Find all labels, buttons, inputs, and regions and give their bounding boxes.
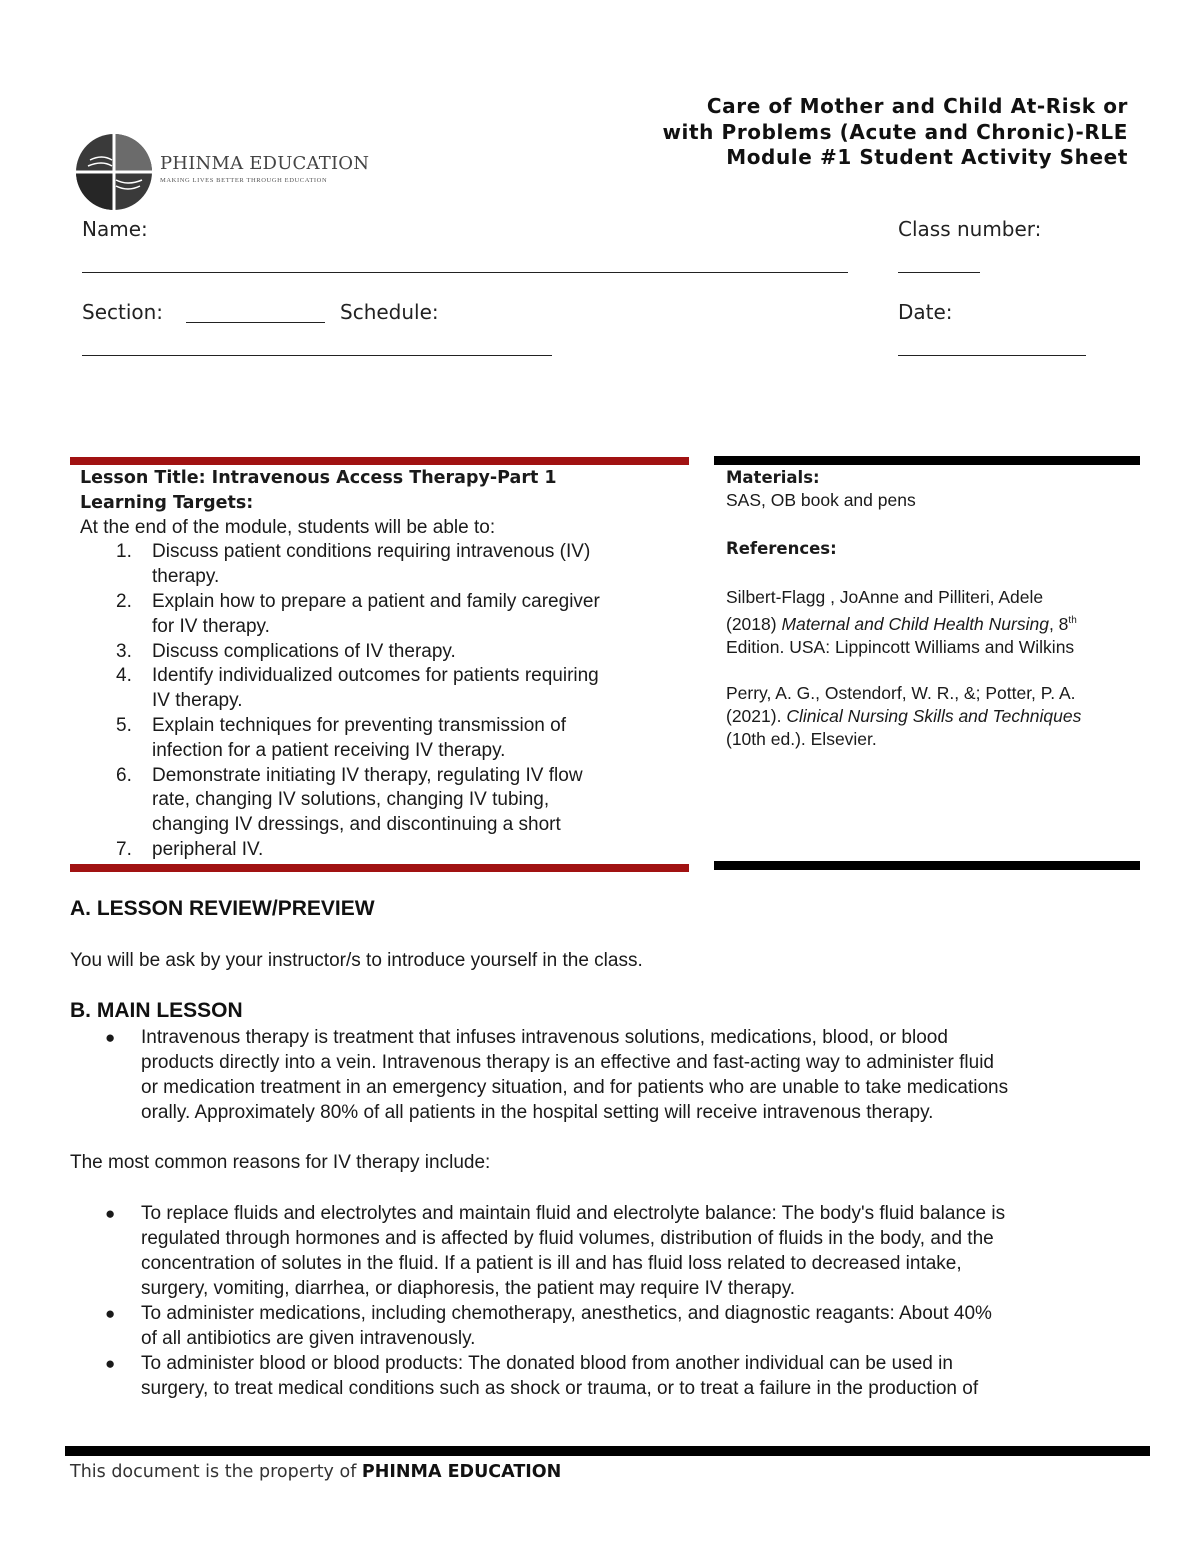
list-item: 6. Demonstrate initiating IV therapy, regulating IV flow rate, changing IV solutions, changing IV tubing, changing IV dressings, and discontinuing a short [116, 764, 583, 836]
lesson-box [80, 466, 680, 863]
schedule-field[interactable] [82, 355, 552, 356]
learning-targets-list [80, 540, 680, 862]
list-item: 5. Explain techniques for preventing transmission of infection for a patient receiving IV therapy. [116, 714, 567, 761]
materials-text: SAS, OB book and pens [726, 490, 916, 510]
list-item: 1. Discuss patient conditions requiring intravenous (IV) therapy. [116, 541, 591, 588]
footer-note: This document is the property of PHINMA EDUCATION [70, 1462, 562, 1482]
section-field[interactable] [186, 322, 325, 323]
footer-divider [65, 1446, 1150, 1456]
section-a-text: You will be ask by your instructor/s to introduce yourself in the class. [70, 950, 643, 971]
name-label: Name: [82, 217, 148, 241]
date-field[interactable] [898, 355, 1086, 356]
list-item: 2. Explain how to prepare a patient and family caregiver for IV therapy. [116, 590, 600, 637]
section-label: Section: [82, 300, 164, 324]
list-item: ● To administer blood or blood products: The donated blood from another individual can be used in surgery, to treat medical conditions such as shock or trauma, or to treat a failure in the production of [105, 1353, 979, 1399]
list-item: 4. Identify individualized outcomes for patients requiring IV therapy. [116, 665, 599, 712]
title-line: with Problems (Acute and Chronic)-RLE [662, 119, 1128, 144]
materials-heading: Materials: [726, 468, 820, 487]
reasons-list [70, 1201, 1160, 1401]
materials-box-top-border [714, 456, 1140, 465]
class-number-label: Class number: [898, 217, 1042, 241]
document-title [662, 94, 1128, 171]
materials-box [726, 466, 1146, 751]
list-item: ● To administer medications, including chemotherapy, anesthetics, and diagnostic reagants: About 40% of all antibiotics are given intravenously. [105, 1303, 992, 1349]
name-field[interactable] [82, 272, 848, 273]
footer-brand: PHINMA EDUCATION [361, 1462, 562, 1482]
class-number-field[interactable] [898, 272, 980, 273]
list-item: 3. Discuss complications of IV therapy. [116, 640, 456, 662]
lesson-title: Lesson Title: Intravenous Access Therapy-Part 1 [80, 468, 557, 488]
date-label: Date: [898, 300, 953, 324]
title-line: Care of Mother and Child At-Risk or [706, 94, 1128, 118]
reasons-lead: The most common reasons for IV therapy include: [70, 1152, 491, 1173]
learning-targets-heading: Learning Targets: [80, 492, 254, 513]
logo-wordmark: PHINMA EDUCATION [160, 153, 370, 174]
section-a-heading: A. LESSON REVIEW/PREVIEW [70, 897, 375, 920]
list-item: ● Intravenous therapy is treatment that infuses intravenous solutions, medications, blood, or blood products directly into a vein. Intravenous therapy is an effective and fast-acting way to administer fluid or medication treatment in an emergency situation, and for patients who are unable to take medications orally. Approximately 80% of all patients in the hospital setting will receive intravenous therapy. [105, 1027, 1009, 1123]
section-b-heading: B. MAIN LESSON [70, 999, 243, 1022]
references-heading: References: [726, 539, 837, 558]
lesson-box-top-border [70, 457, 689, 465]
reference-2: Perry, A. G., Ostendorf, W. R., &; Potter, P. A. (2021). Clinical Nursing Skills and Techniques (10th ed.). Elsevier. [726, 682, 1082, 749]
schedule-label: Schedule: [340, 300, 439, 324]
list-item: ● To replace fluids and electrolytes and maintain fluid and electrolyte balance: The body's fluid balance is regulated through hormones and is affected by fluid volumes, distribution of fluids in the body, and the concentration of solutes in the fluid. If a patient is ill and has fluid loss related to decreased intake, surgery, vomiting, diarrhea, or diaphoresis, the patient may require IV therapy. [105, 1203, 1006, 1299]
materials-box-bottom-border [714, 861, 1140, 870]
logo-tagline: MAKING LIVES BETTER THROUGH EDUCATION [160, 177, 328, 184]
targets-intro: At the end of the module, students will be able to: [80, 516, 496, 538]
lesson-box-bottom-border [70, 864, 689, 872]
title-line: Module #1 Student Activity Sheet [726, 145, 1128, 169]
reference-1: Silbert-Flagg , JoAnne and Pilliteri, Adele (2018) Maternal and Child Health Nursing, 8th Edition. USA: Lippincott Williams and Wilkins [726, 587, 1077, 657]
list-item: 7. peripheral IV. [116, 838, 264, 860]
main-lesson-intro-list [70, 1025, 1160, 1125]
